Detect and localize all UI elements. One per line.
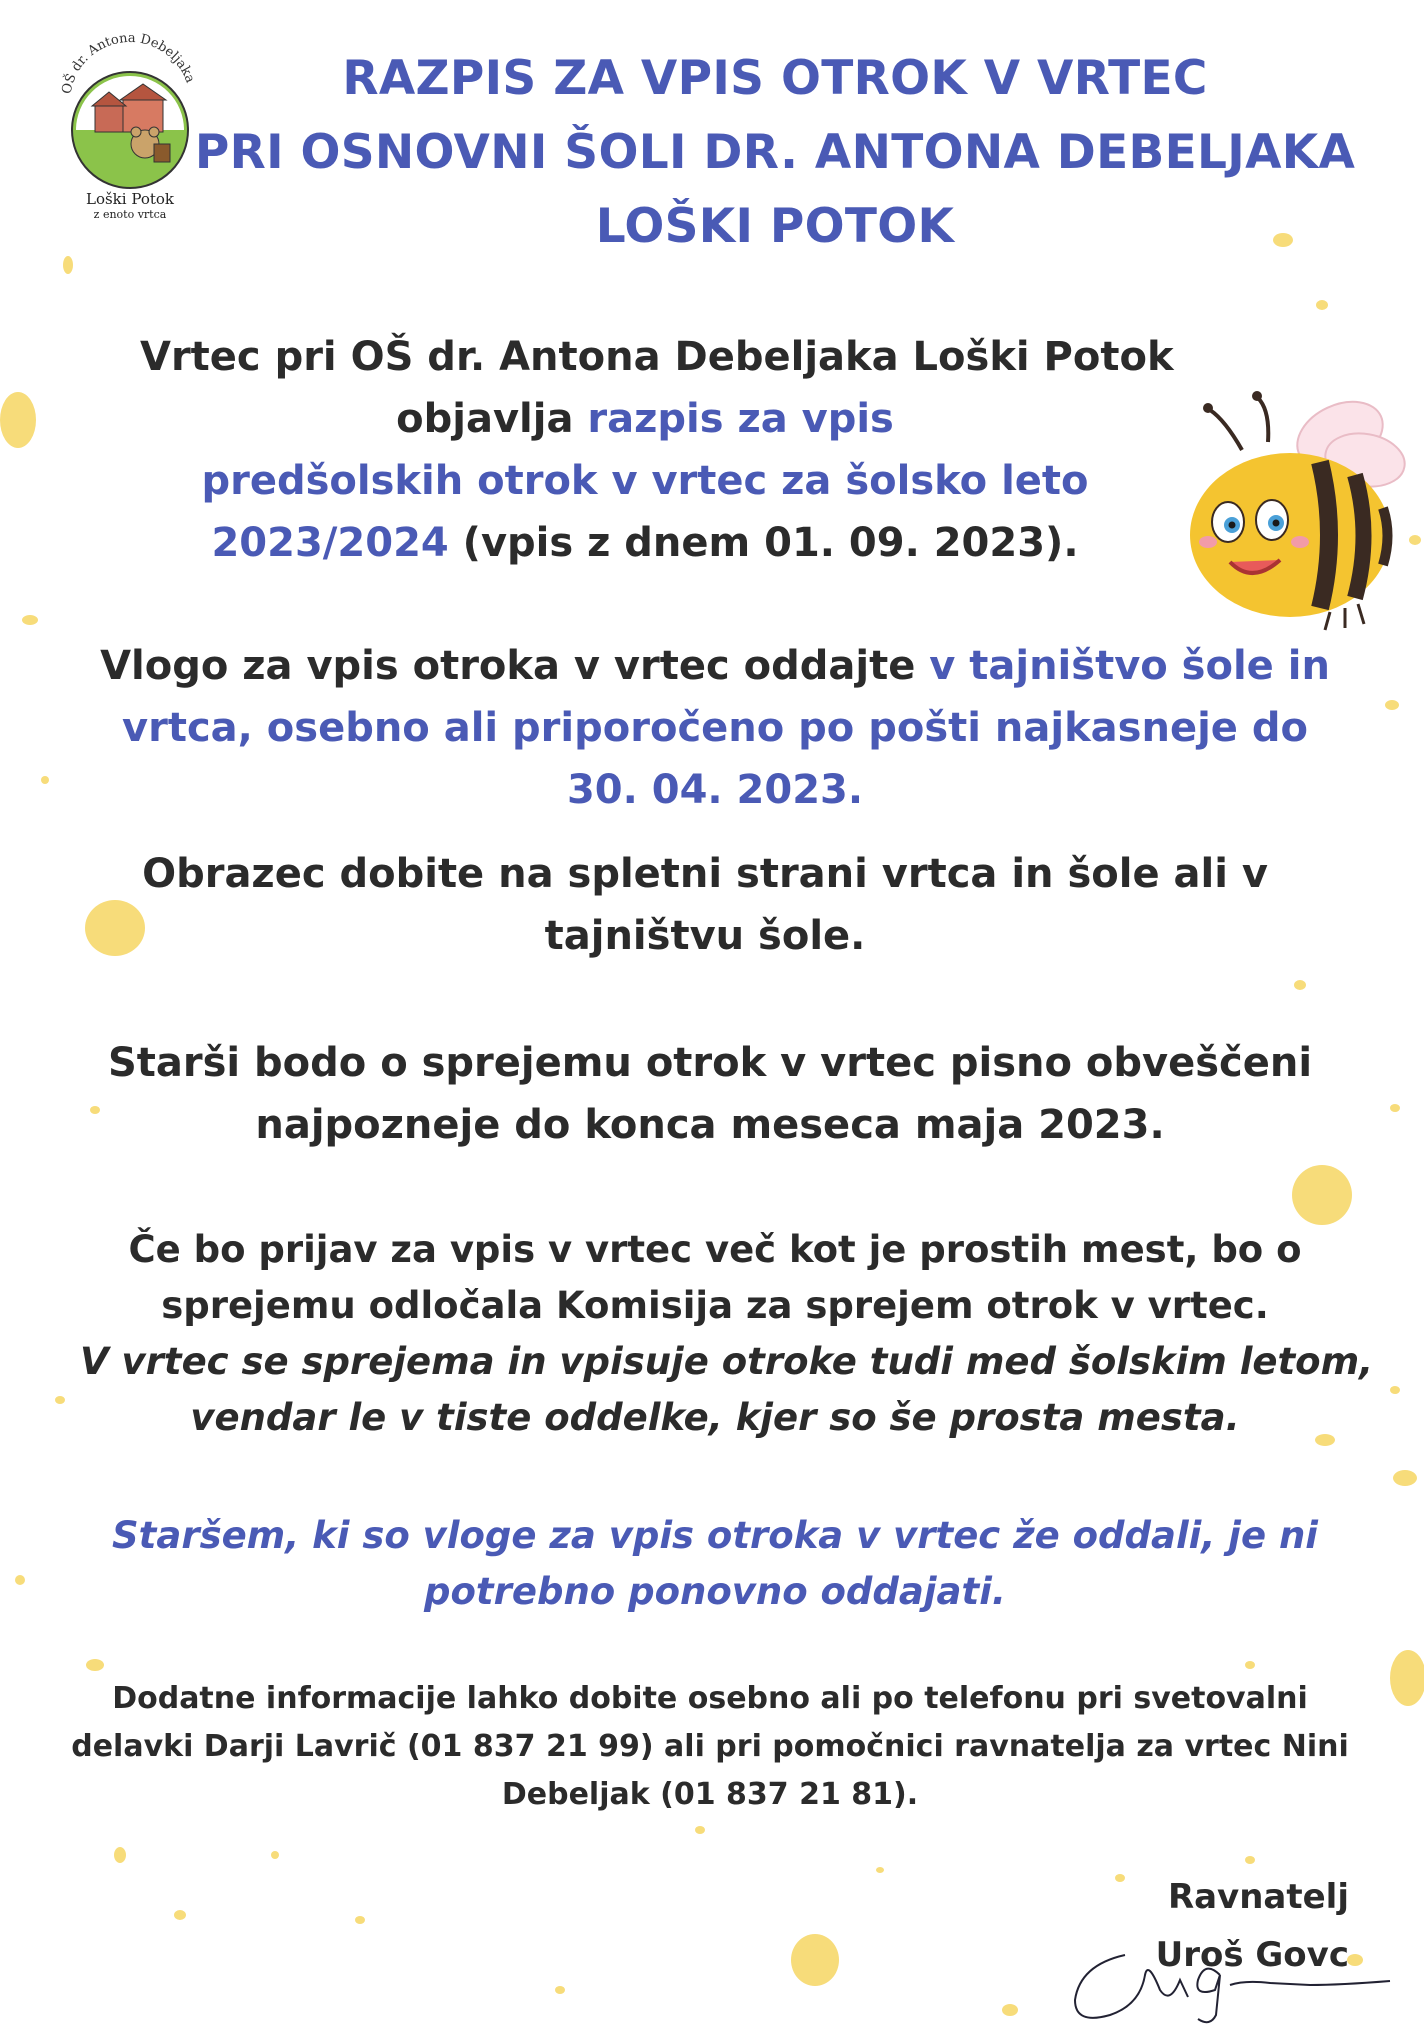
logo-subtitle: z enoto vrtca bbox=[93, 208, 167, 221]
page-title bbox=[150, 42, 1400, 264]
notification-paragraph bbox=[80, 1032, 1340, 1156]
resubmission-line-1: Staršem, ki so vloge za vpis otroka v vrtec že oddali, je ni bbox=[112, 1514, 1318, 1557]
submission-line-1a: Vlogo za vpis otroka v vrtec oddajte bbox=[100, 643, 930, 689]
bee-illustration bbox=[1180, 380, 1410, 650]
contact-line-2: delavki Darji Lavrič (01 837 21 99) ali pri pomočnici ravnatelja za vrtec Nini bbox=[71, 1729, 1349, 1764]
announcement-line-3: predšolskih otrok v vrtec za šolsko leto bbox=[201, 458, 1089, 504]
announcement-paragraph bbox=[140, 326, 1174, 574]
notification-line-2: najpozneje do konca meseca maja 2023. bbox=[255, 1102, 1165, 1148]
announcement-line-1: Vrtec pri OŠ dr. Antona Debeljaka Loški Potok bbox=[140, 334, 1174, 380]
announcement-line-2b: razpis za vpis bbox=[587, 396, 894, 442]
resubmission-line-2: potrebno ponovno oddajati. bbox=[424, 1570, 1006, 1613]
notification-line-1: Starši bodo o sprejemu otrok v vrtec pisno obveščeni bbox=[107, 1040, 1313, 1086]
logo-ring-text: OŠ dr. Antona Debeljaka bbox=[59, 30, 198, 96]
submission-line-1b: v tajništvo šole in bbox=[929, 643, 1330, 689]
contact-info-paragraph bbox=[50, 1675, 1370, 1819]
commission-paragraph bbox=[80, 1222, 1374, 1446]
commission-line-3: V vrtec se sprejema in vpisuje otroke tudi med šolskim letom, bbox=[80, 1340, 1374, 1383]
form-info-line-1: Obrazec dobite na spletni strani vrtca in šole ali v bbox=[142, 851, 1268, 897]
form-info-line-2: tajništvu šole. bbox=[544, 913, 866, 959]
school-year: 2023/2024 bbox=[211, 520, 449, 566]
signature-role: Ravnatelj bbox=[1167, 1877, 1349, 1917]
commission-line-1: Če bo prijav za vpis v vrtec več kot je prostih mest, bo o bbox=[128, 1228, 1302, 1271]
submission-line-2: vrtca, osebno ali priporočeno po pošti najkasneje do bbox=[122, 705, 1308, 751]
title-line-2: PRI OSNOVNI ŠOLI DR. ANTONA DEBELJAKA bbox=[194, 125, 1356, 180]
handwritten-signature bbox=[1070, 1935, 1400, 2030]
contact-line-1: Dodatne informacije lahko dobite osebno ali po telefonu pri svetovalni bbox=[112, 1681, 1308, 1716]
form-info-paragraph bbox=[110, 843, 1300, 967]
enrollment-date: (vpis z dnem 01. 09. 2023). bbox=[448, 520, 1079, 566]
contact-line-3: Debeljak (01 837 21 81). bbox=[501, 1777, 919, 1812]
submission-paragraph bbox=[60, 635, 1370, 821]
resubmission-note bbox=[80, 1508, 1350, 1620]
title-line-1: RAZPIS ZA VPIS OTROK V VRTEC bbox=[342, 51, 1208, 106]
logo-place: Loški Potok bbox=[85, 190, 174, 208]
title-line-3: LOŠKI POTOK bbox=[595, 199, 955, 254]
commission-line-4: vendar le v tiste oddelke, kjer so še prosta mesta. bbox=[190, 1396, 1240, 1439]
submission-deadline: 30. 04. 2023. bbox=[566, 767, 864, 813]
announcement-line-2a: objavlja bbox=[396, 396, 588, 442]
commission-line-2: sprejemu odločala Komisija za sprejem otrok v vrtec. bbox=[161, 1284, 1269, 1327]
signature-name: Uroš Govc bbox=[1155, 1935, 1349, 1975]
